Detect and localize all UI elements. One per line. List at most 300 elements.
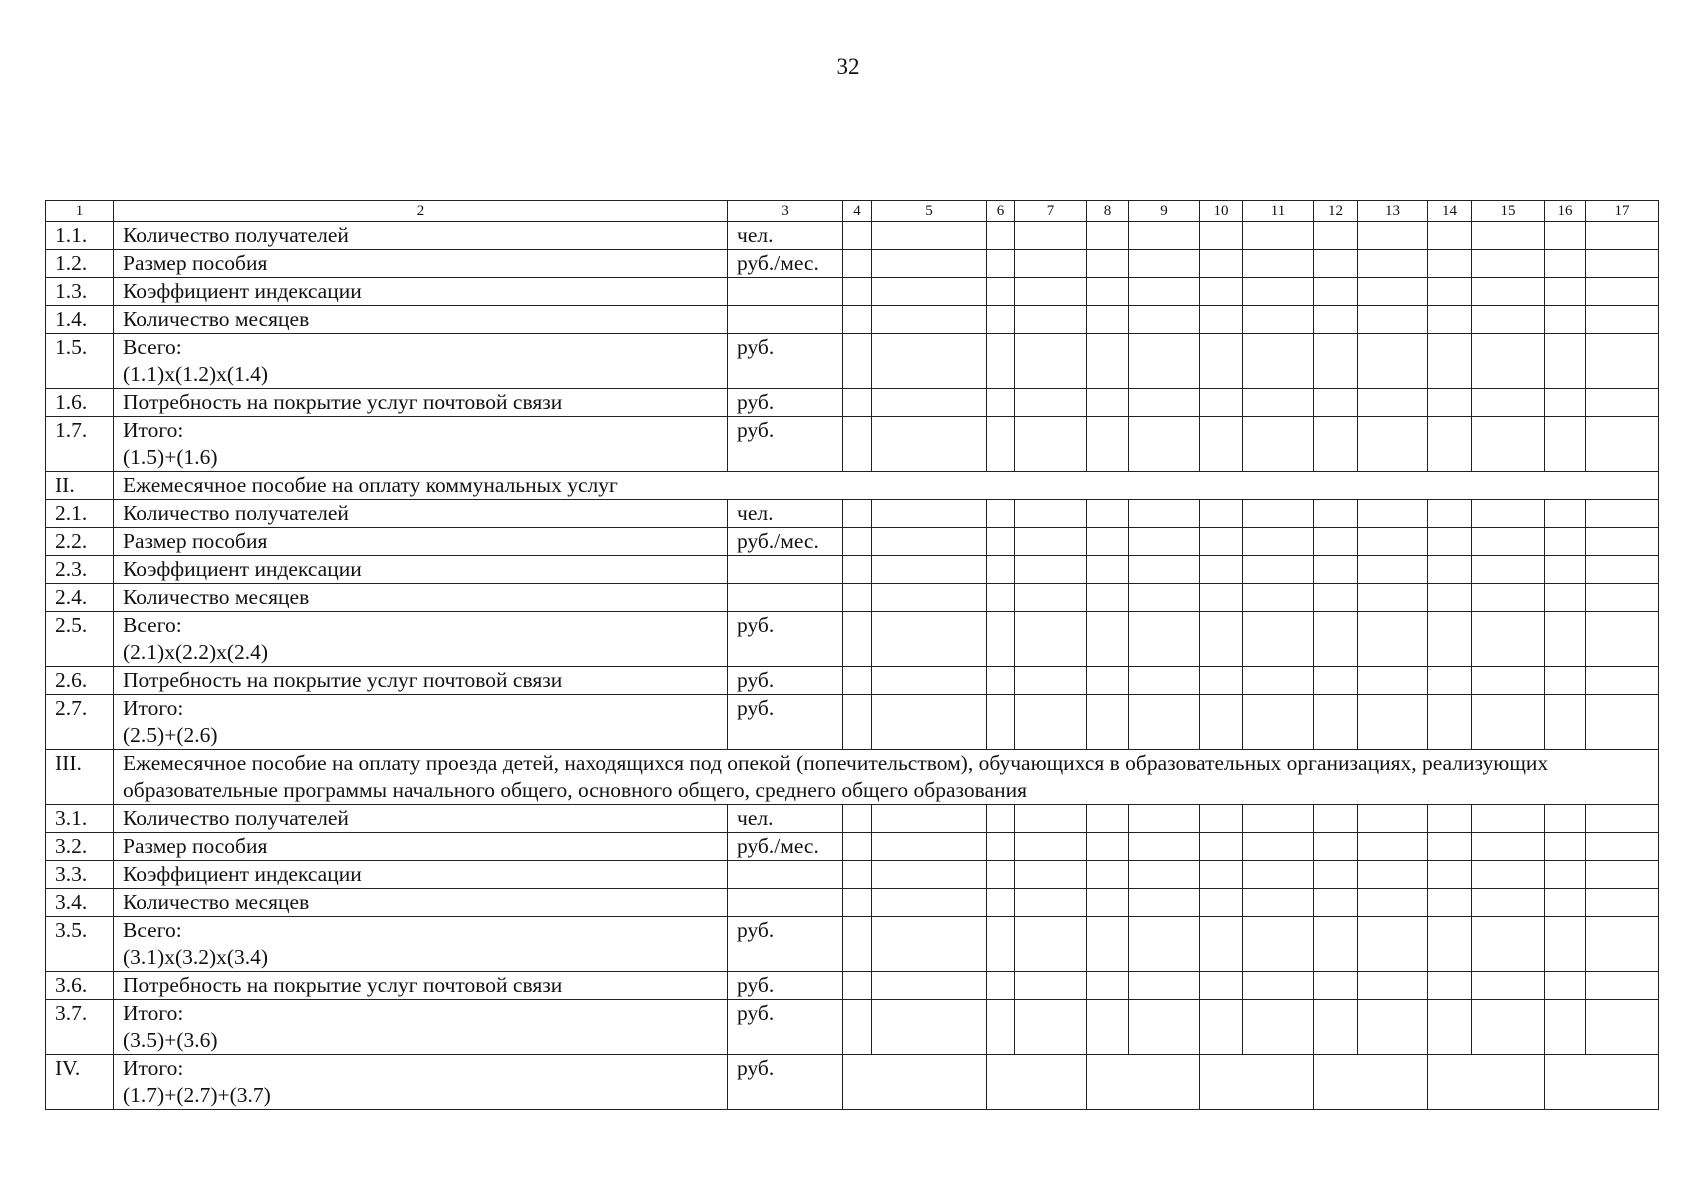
value-cell [1243, 584, 1314, 612]
value-cell [1015, 667, 1087, 695]
row-number: 1.5. [46, 334, 114, 389]
row-name-line: Всего: [123, 918, 182, 942]
row-number: 2.5. [46, 612, 114, 667]
row-unit: чел. [728, 500, 843, 528]
value-cell [1545, 222, 1586, 250]
column-number: 10 [1200, 201, 1243, 222]
value-cell [1358, 500, 1428, 528]
value-cell [1243, 334, 1314, 389]
value-cell [1015, 889, 1087, 917]
value-cell [1087, 1000, 1129, 1055]
value-cell [843, 861, 872, 889]
value-cell [987, 972, 1015, 1000]
column-number: 13 [1358, 201, 1428, 222]
value-cell [1129, 889, 1200, 917]
value-cell [987, 861, 1015, 889]
row-unit: руб. [728, 389, 843, 417]
value-cell [843, 1055, 987, 1110]
value-cell [843, 222, 872, 250]
column-number: 17 [1586, 201, 1659, 222]
value-cell [1243, 612, 1314, 667]
value-cell [1200, 1000, 1243, 1055]
value-cell [987, 1055, 1087, 1110]
table-row [46, 889, 1659, 917]
value-cell [1015, 833, 1087, 861]
row-name [114, 417, 728, 472]
value-cell [1358, 389, 1428, 417]
value-cell [1129, 667, 1200, 695]
value-cell [1087, 250, 1129, 278]
value-cell [872, 334, 987, 389]
value-cell [1428, 500, 1472, 528]
budget-table [45, 200, 1659, 1110]
row-name [114, 389, 728, 417]
value-cell [843, 889, 872, 917]
row-unit [728, 861, 843, 889]
value-cell [1314, 1055, 1428, 1110]
value-cell [1428, 1055, 1545, 1110]
row-name [114, 889, 728, 917]
value-cell [1586, 306, 1659, 334]
value-cell [1358, 833, 1428, 861]
table-row [46, 833, 1659, 861]
value-cell [1243, 805, 1314, 833]
column-number: 1 [46, 201, 114, 222]
value-cell [1428, 417, 1472, 472]
value-cell [1428, 889, 1472, 917]
row-name [114, 278, 728, 306]
value-cell [1314, 833, 1358, 861]
value-cell [1087, 334, 1129, 389]
value-cell [1314, 972, 1358, 1000]
value-cell [1545, 861, 1586, 889]
row-unit: руб. [728, 1000, 843, 1055]
value-cell [1314, 417, 1358, 472]
value-cell [1358, 861, 1428, 889]
row-number: 1.7. [46, 417, 114, 472]
value-cell [1129, 222, 1200, 250]
row-unit [728, 556, 843, 584]
value-cell [1586, 500, 1659, 528]
value-cell [843, 805, 872, 833]
value-cell [1314, 278, 1358, 306]
row-number: 2.4. [46, 584, 114, 612]
value-cell [1545, 389, 1586, 417]
value-cell [843, 556, 872, 584]
column-number: 6 [987, 201, 1015, 222]
value-cell [843, 972, 872, 1000]
value-cell [1428, 917, 1472, 972]
value-cell [1087, 500, 1129, 528]
value-cell [1472, 278, 1545, 306]
value-cell [1358, 556, 1428, 584]
value-cell [1129, 334, 1200, 389]
value-cell [843, 1000, 872, 1055]
value-cell [1358, 334, 1428, 389]
column-number: 3 [728, 201, 843, 222]
row-number: 1.4. [46, 306, 114, 334]
value-cell [1586, 972, 1659, 1000]
value-cell [843, 334, 872, 389]
table-row [46, 334, 1659, 389]
value-cell [1358, 528, 1428, 556]
value-cell [1243, 250, 1314, 278]
value-cell [1314, 584, 1358, 612]
value-cell [1428, 833, 1472, 861]
value-cell [1545, 528, 1586, 556]
value-cell [1243, 889, 1314, 917]
value-cell [1314, 250, 1358, 278]
table-row [46, 556, 1659, 584]
row-name [114, 334, 728, 389]
row-unit: чел. [728, 222, 843, 250]
row-unit: руб. [728, 917, 843, 972]
row-name [114, 667, 728, 695]
value-cell [1472, 417, 1545, 472]
value-cell [1358, 917, 1428, 972]
row-name-line: (1.5)+(1.6) [123, 445, 218, 469]
value-cell [1545, 612, 1586, 667]
value-cell [1087, 528, 1129, 556]
value-cell [1358, 306, 1428, 334]
value-cell [1472, 334, 1545, 389]
value-cell [1243, 695, 1314, 750]
value-cell [872, 695, 987, 750]
value-cell [1545, 556, 1586, 584]
column-number: 12 [1314, 201, 1358, 222]
value-cell [1314, 861, 1358, 889]
value-cell [872, 222, 987, 250]
value-cell [1586, 389, 1659, 417]
table-row [46, 695, 1659, 750]
row-number: 1.6. [46, 389, 114, 417]
value-cell [1472, 695, 1545, 750]
value-cell [1314, 889, 1358, 917]
value-cell [872, 278, 987, 306]
value-cell [1314, 667, 1358, 695]
value-cell [1129, 417, 1200, 472]
value-cell [1545, 972, 1586, 1000]
row-name-line: Количество месяцев [123, 585, 310, 609]
value-cell [1200, 528, 1243, 556]
table-row [46, 306, 1659, 334]
value-cell [1314, 1000, 1358, 1055]
value-cell [1586, 889, 1659, 917]
value-cell [987, 528, 1015, 556]
value-cell [1129, 695, 1200, 750]
value-cell [1545, 334, 1586, 389]
value-cell [1243, 667, 1314, 695]
value-cell [1358, 250, 1428, 278]
value-cell [1358, 695, 1428, 750]
value-cell [1545, 584, 1586, 612]
value-cell [1314, 805, 1358, 833]
row-name-line: Количество месяцев [123, 307, 310, 331]
value-cell [1129, 584, 1200, 612]
value-cell [1129, 389, 1200, 417]
row-number: 3.3. [46, 861, 114, 889]
value-cell [987, 556, 1015, 584]
value-cell [1358, 584, 1428, 612]
value-cell [1243, 500, 1314, 528]
value-cell [987, 612, 1015, 667]
value-cell [987, 334, 1015, 389]
value-cell [1358, 612, 1428, 667]
column-number: 7 [1015, 201, 1087, 222]
value-cell [1243, 528, 1314, 556]
row-name-line: Размер пособия [123, 251, 268, 275]
table-row [46, 861, 1659, 889]
value-cell [872, 556, 987, 584]
value-cell [843, 500, 872, 528]
value-cell [1472, 861, 1545, 889]
value-cell [1129, 250, 1200, 278]
value-cell [1200, 833, 1243, 861]
value-cell [1545, 500, 1586, 528]
row-name-line: Потребность на покрытие услуг почтовой связи [123, 390, 563, 414]
value-cell [1358, 417, 1428, 472]
value-cell [1472, 612, 1545, 667]
value-cell [872, 389, 987, 417]
value-cell [872, 584, 987, 612]
value-cell [1314, 695, 1358, 750]
value-cell [1545, 250, 1586, 278]
value-cell [1358, 889, 1428, 917]
value-cell [1129, 805, 1200, 833]
value-cell [1314, 556, 1358, 584]
value-cell [1586, 417, 1659, 472]
column-number: 14 [1428, 201, 1472, 222]
column-number: 2 [114, 201, 728, 222]
row-name [114, 1000, 728, 1055]
value-cell [872, 833, 987, 861]
section-header-row [46, 472, 1659, 500]
value-cell [1586, 222, 1659, 250]
row-name-line: Коэффициент индексации [123, 862, 362, 886]
value-cell [1428, 250, 1472, 278]
section-title: Ежемесячное пособие на оплату коммунальных услуг [114, 472, 1659, 500]
value-cell [1200, 278, 1243, 306]
value-cell [1314, 500, 1358, 528]
value-cell [1545, 917, 1586, 972]
value-cell [987, 584, 1015, 612]
value-cell [1586, 334, 1659, 389]
row-unit: руб./мес. [728, 528, 843, 556]
value-cell [843, 417, 872, 472]
value-cell [1243, 278, 1314, 306]
value-cell [1200, 612, 1243, 667]
value-cell [1015, 584, 1087, 612]
value-cell [1087, 612, 1129, 667]
row-number: 2.1. [46, 500, 114, 528]
value-cell [872, 972, 987, 1000]
value-cell [1087, 805, 1129, 833]
value-cell [843, 584, 872, 612]
row-name-line: Размер пособия [123, 834, 268, 858]
value-cell [1314, 528, 1358, 556]
value-cell [1428, 528, 1472, 556]
value-cell [872, 417, 987, 472]
value-cell [843, 250, 872, 278]
row-unit: руб./мес. [728, 250, 843, 278]
row-name [114, 528, 728, 556]
value-cell [1129, 556, 1200, 584]
table-row [46, 1055, 1659, 1110]
value-cell [1200, 861, 1243, 889]
value-cell [843, 612, 872, 667]
column-number: 5 [872, 201, 987, 222]
table-row [46, 417, 1659, 472]
table-row [46, 584, 1659, 612]
value-cell [987, 250, 1015, 278]
value-cell [1243, 222, 1314, 250]
row-unit: чел. [728, 805, 843, 833]
row-number: 2.3. [46, 556, 114, 584]
value-cell [1428, 222, 1472, 250]
row-name [114, 500, 728, 528]
value-cell [1428, 334, 1472, 389]
row-name [114, 972, 728, 1000]
section-number: III. [46, 750, 114, 805]
row-name-line: Потребность на покрытие услуг почтовой связи [123, 668, 563, 692]
row-number: 3.1. [46, 805, 114, 833]
value-cell [1472, 500, 1545, 528]
row-name-line: Количество получателей [123, 806, 349, 830]
value-cell [1200, 389, 1243, 417]
value-cell [872, 1000, 987, 1055]
value-cell [1087, 861, 1129, 889]
row-unit: руб. [728, 612, 843, 667]
value-cell [843, 917, 872, 972]
column-number: 8 [1087, 201, 1129, 222]
row-name-line: Итого: [123, 1001, 184, 1025]
value-cell [1586, 805, 1659, 833]
value-cell [1545, 278, 1586, 306]
value-cell [1015, 250, 1087, 278]
table-row [46, 278, 1659, 306]
row-unit [728, 584, 843, 612]
value-cell [1358, 972, 1428, 1000]
value-cell [1243, 833, 1314, 861]
row-name-line: (2.1)x(2.2)x(2.4) [123, 640, 269, 664]
value-cell [1472, 667, 1545, 695]
row-number: 2.6. [46, 667, 114, 695]
value-cell [1015, 972, 1087, 1000]
value-cell [1545, 1000, 1586, 1055]
table-row [46, 917, 1659, 972]
table-row [46, 222, 1659, 250]
value-cell [987, 889, 1015, 917]
value-cell [1428, 1000, 1472, 1055]
row-number: 1.2. [46, 250, 114, 278]
value-cell [1087, 667, 1129, 695]
value-cell [1015, 389, 1087, 417]
column-number: 11 [1243, 201, 1314, 222]
value-cell [1472, 833, 1545, 861]
value-cell [1358, 1000, 1428, 1055]
row-name [114, 222, 728, 250]
value-cell [987, 833, 1015, 861]
table-row [46, 1000, 1659, 1055]
value-cell [987, 695, 1015, 750]
value-cell [1015, 805, 1087, 833]
value-cell [1015, 917, 1087, 972]
value-cell [1314, 389, 1358, 417]
value-cell [872, 612, 987, 667]
row-unit: руб./мес. [728, 833, 843, 861]
value-cell [1314, 917, 1358, 972]
row-name [114, 917, 728, 972]
value-cell [872, 500, 987, 528]
value-cell [1428, 695, 1472, 750]
row-name [114, 695, 728, 750]
value-cell [1472, 584, 1545, 612]
row-number: 3.5. [46, 917, 114, 972]
value-cell [872, 667, 987, 695]
value-cell [1200, 695, 1243, 750]
value-cell [1472, 222, 1545, 250]
row-name-line: (2.5)+(2.6) [123, 723, 218, 747]
value-cell [1428, 584, 1472, 612]
row-name [114, 805, 728, 833]
value-cell [1586, 917, 1659, 972]
value-cell [1358, 278, 1428, 306]
value-cell [1472, 250, 1545, 278]
value-cell [1015, 1000, 1087, 1055]
value-cell [1586, 250, 1659, 278]
value-cell [1015, 334, 1087, 389]
value-cell [1428, 306, 1472, 334]
value-cell [1015, 417, 1087, 472]
value-cell [1015, 612, 1087, 667]
value-cell [1129, 278, 1200, 306]
value-cell [1087, 222, 1129, 250]
value-cell [1129, 861, 1200, 889]
value-cell [1087, 417, 1129, 472]
value-cell [987, 917, 1015, 972]
row-name [114, 612, 728, 667]
value-cell [1087, 306, 1129, 334]
value-cell [1087, 833, 1129, 861]
value-cell [1200, 667, 1243, 695]
row-unit [728, 278, 843, 306]
value-cell [1015, 556, 1087, 584]
value-cell [1200, 805, 1243, 833]
row-name-line: Всего: [123, 613, 182, 637]
value-cell [1200, 222, 1243, 250]
value-cell [1545, 306, 1586, 334]
row-name-line: Итого: [123, 418, 184, 442]
value-cell [1472, 556, 1545, 584]
section-header-row [46, 750, 1659, 805]
row-name [114, 861, 728, 889]
row-unit [728, 889, 843, 917]
value-cell [1200, 334, 1243, 389]
value-cell [1243, 389, 1314, 417]
value-cell [1586, 695, 1659, 750]
value-cell [987, 500, 1015, 528]
row-unit [728, 306, 843, 334]
column-number: 4 [843, 201, 872, 222]
value-cell [1087, 556, 1129, 584]
value-cell [1472, 528, 1545, 556]
value-cell [1472, 306, 1545, 334]
value-cell [872, 805, 987, 833]
row-number: 3.4. [46, 889, 114, 917]
row-unit: руб. [728, 972, 843, 1000]
section-title: Ежемесячное пособие на оплату проезда детей, находящихся под опекой (попечительством), обучающихся в образовательных организациях, реализующих образовательные программы начального общего, основного общего, среднего общего образования [114, 750, 1659, 805]
value-cell [1243, 1000, 1314, 1055]
